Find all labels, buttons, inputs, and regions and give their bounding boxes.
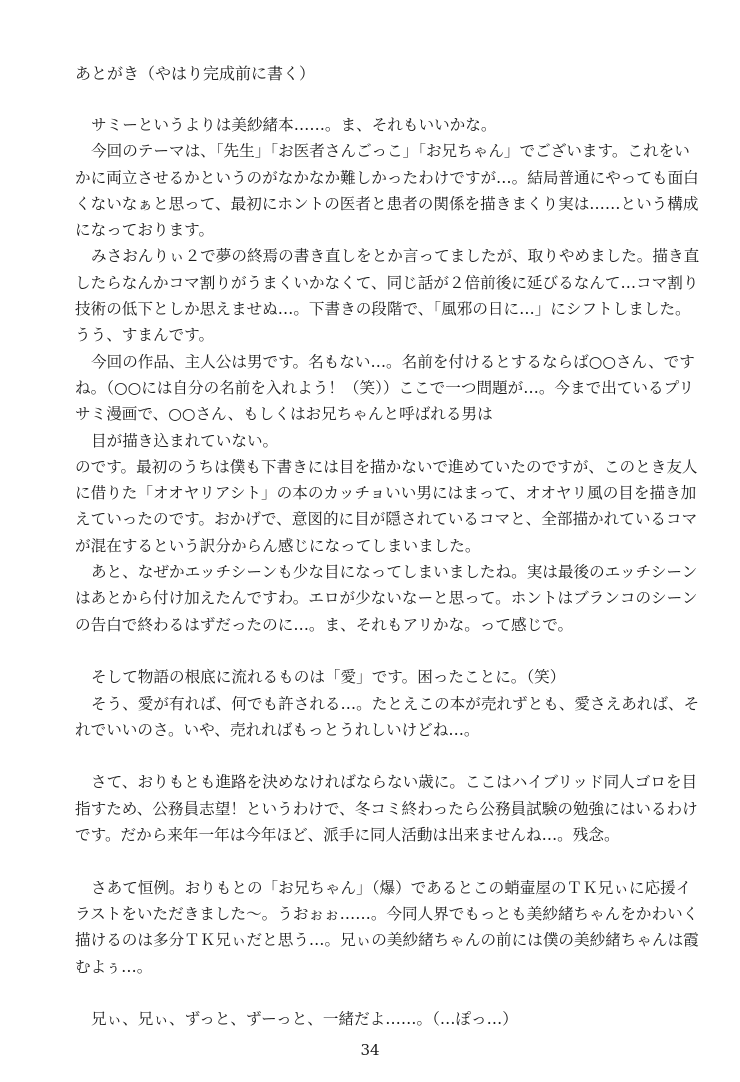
paragraph-gap bbox=[75, 638, 685, 664]
text-line: です。だから来年一年は今年ほど、派手に同人活動は出来ませんね…。残念。 bbox=[75, 826, 620, 845]
page-number: 34 bbox=[360, 1041, 380, 1059]
text-line: ラストをいただきました～。うおぉぉ……。今同人界でもっとも美紗緒ちゃんをかわいく bbox=[75, 904, 699, 923]
text-line: 今回のテーマは、「先生」「お医者さんごっこ」「お兄ちゃん」でございます。これをい bbox=[91, 142, 690, 161]
paragraph-gap bbox=[75, 848, 685, 874]
text-line: 技術の低下としか思えませぬ…。下書きの段階で、「風邪の日に…」にシフトしました。 bbox=[75, 300, 691, 319]
text-line: えていったのです。おかげで、意図的に目が隠されているコマと、全部描かれているコマ bbox=[75, 510, 698, 529]
text-line: うう、すまんです。 bbox=[75, 326, 215, 345]
text-line: そして物語の根底に流れるものは「愛」です。困ったことに。（笑） bbox=[91, 668, 566, 687]
text-line: サミ漫画で、○○さん、もしくはお兄ちゃんと呼ばれる男は bbox=[75, 405, 493, 424]
text-line: したらなんかコマ割りがうまくいかなくて、同じ話が２倍前後に延びるなんて…コマ割り bbox=[75, 273, 699, 292]
text-line: 目が描き込まれていない。 bbox=[91, 431, 279, 450]
text-line: 兄ぃ、兄ぃ、ずっと、ずーっと、一緒だよ……。（…ぽっ…） bbox=[91, 1010, 518, 1029]
text-line: ね。（○○には自分の名前を入れよう！（笑））ここで一つ問題が…。今まで出ているプリ bbox=[75, 378, 695, 397]
text-line: れでいいのさ。いや、売れればもっとうれしいけどね…。 bbox=[75, 720, 480, 739]
paragraph-gap bbox=[75, 980, 685, 1006]
text-line: サミーというよりは美紗緒本……。ま、それもいいかな。 bbox=[91, 116, 497, 134]
text-line: かに両立させるかというのがなかなか難しかったわけですが…。結局普通にやっても面白 bbox=[75, 168, 699, 187]
text-line: の告白で終わるはずだったのに…。ま、それもアリかな。って感じで。 bbox=[75, 615, 574, 634]
text-line: 指すため、公務員志望！というわけで、冬コミ終わったら公務員試験の勉強にはいるわけ bbox=[75, 799, 698, 818]
afterword-body bbox=[75, 112, 700, 1032]
text-line: 今回の作品、主人公は男です。名もない…。名前を付けるとするならば○○さん、です bbox=[91, 352, 695, 371]
text-line: そう、愛が有れば、何でも許される…。たとえこの本が売れずとも、愛さえあれば、そ bbox=[91, 694, 700, 713]
text-line: くないなぁと思って、最初にホントの医者と患者の関係を描きまくり実は……という構成 bbox=[75, 194, 699, 213]
text-line: 描けるのは多分ＴＫ兄ぃだと思う…。兄ぃの美紗緒ちゃんの前には僕の美紗緒ちゃんは霞 bbox=[75, 931, 699, 950]
text-line: のです。最初のうちは僕も下書きには目を描かないで進めていたのですが、このとき友人 bbox=[75, 457, 698, 476]
text-line: さて、おりもとも進路を決めなければならない歳に。ここはハイブリッド同人ゴロを目 bbox=[91, 773, 698, 792]
text-line: が混在するという訳分からん感じになってしまいました。 bbox=[75, 536, 481, 555]
text-line: みさおんりぃ２で夢の終焉の書き直しをとか言ってましたが、取りやめました。描き直 bbox=[91, 247, 700, 266]
text-line: はあとから付け加えたんですわ。エロが少ないなーと思って。ホントはブランコのシーン bbox=[75, 589, 698, 608]
text-line: さあて恒例。おりもとの「お兄ちゃん」（爆）であるとこの蛸壷屋のＴＫ兄ぃに応援イ bbox=[91, 878, 692, 897]
text-line: になっております。 bbox=[75, 221, 215, 240]
afterword-title: あとがき（やはり完成前に書く） bbox=[75, 64, 316, 83]
paragraph-gap bbox=[75, 743, 685, 769]
text-line: あと、なぜかエッチシーンも少な目になってしまいましたね。実は最後のエッチシーン bbox=[91, 563, 698, 582]
text-line: むよぅ…。 bbox=[75, 957, 153, 976]
text-line: に借りた「オオヤリアシト」の本のカッチョいい男にはまって、オオヤリ風の目を描き加 bbox=[75, 484, 697, 503]
